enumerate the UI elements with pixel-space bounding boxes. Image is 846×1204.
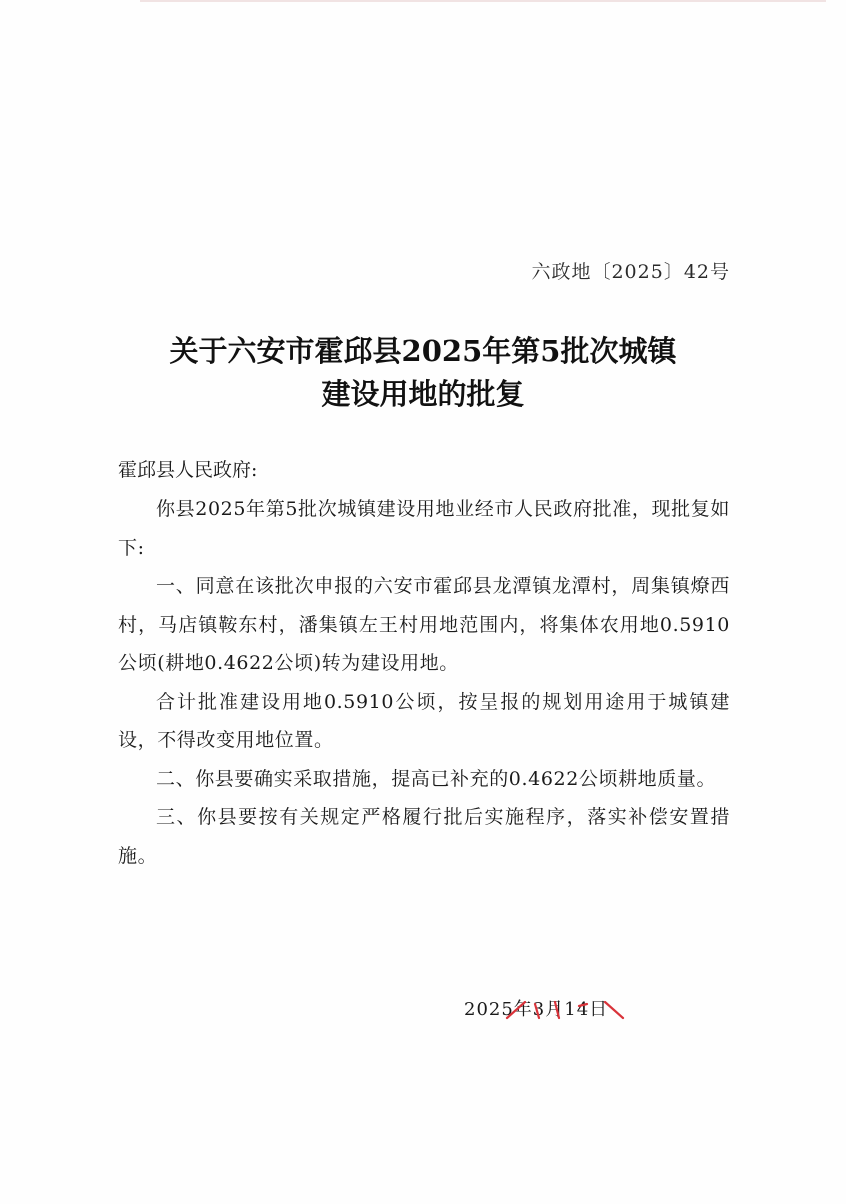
- document-body: [118, 490, 730, 875]
- paragraph-item-1: 一、同意在该批次申报的六安市霍邱县龙潭镇龙潭村，周集镇燎西村，马店镇鞍东村，潘集镇左王村用地范围内，将集体农用地0.5910公顷(耕地0.4622公顷)转为建设用地。: [118, 575, 730, 674]
- document-number: 六政地〔2025〕42号: [531, 261, 730, 283]
- title-line-1: 关于六安市霍邱县2025年第5批次城镇: [169, 334, 677, 368]
- paragraph-intro: 你县2025年第5批次城镇建设用地业经市人民政府批准，现批复如下:: [118, 498, 730, 559]
- title-line-2: 建设用地的批复: [321, 377, 525, 411]
- paragraph-total: 合计批准建设用地0.5910公顷，按呈报的规划用途用于城镇建设，不得改变用地位置。: [118, 690, 730, 751]
- paragraph-item-3: 三、你县要按有关规定严格履行批后实施程序，落实补偿安置措施。: [118, 806, 730, 867]
- document-date: 2025年3月14日: [464, 999, 609, 1020]
- addressee: 霍邱县人民政府:: [118, 459, 258, 481]
- document-title: [100, 330, 746, 416]
- page-edge-mark: [140, 0, 826, 2]
- paragraph-item-2: 二、你县要确实采取措施，提高已补充的0.4622公顷耕地质量。: [156, 767, 717, 790]
